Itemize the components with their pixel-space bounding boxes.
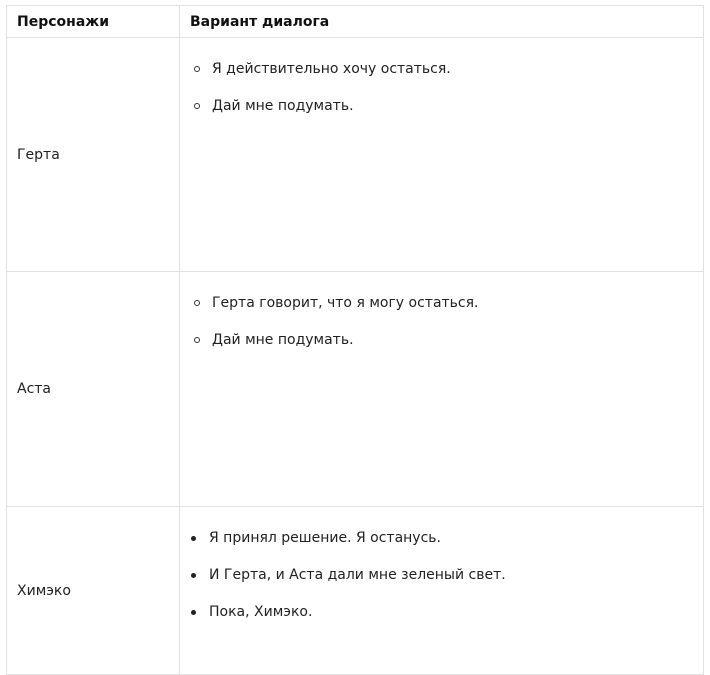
dialogue-option <box>190 529 693 547</box>
dialogue-options-cell <box>180 272 704 507</box>
table-header-row <box>7 6 704 38</box>
dialogue-option-text: Я действительно хочу остаться. <box>212 61 451 77</box>
circle-bullet-icon <box>194 66 200 72</box>
character-name: Химэко <box>7 507 180 675</box>
dialogue-options-cell <box>180 38 704 272</box>
header-dialogue-option: Вариант диалога <box>180 6 704 38</box>
dialogue-option-text: И Герта, и Аста дали мне зеленый свет. <box>209 567 506 583</box>
dialogue-options-list <box>190 529 693 621</box>
disc-bullet-icon <box>191 610 196 615</box>
header-character: Персонажи <box>7 6 180 38</box>
character-name: Герта <box>7 38 180 272</box>
dialogue-option-text: Пока, Химэко. <box>209 604 313 620</box>
dialogue-options-list <box>190 60 693 115</box>
dialogue-option-text: Дай мне подумать. <box>212 332 354 348</box>
dialogue-option-text: Дай мне подумать. <box>212 98 354 114</box>
dialogue-table <box>6 5 704 675</box>
dialogue-option-text: Я принял решение. Я останусь. <box>209 530 441 546</box>
dialogue-option <box>190 60 693 78</box>
table-row <box>7 38 704 272</box>
dialogue-options-list <box>190 294 693 349</box>
dialogue-option-text: Герта говорит, что я могу остаться. <box>212 295 479 311</box>
table-row <box>7 272 704 507</box>
dialogue-option <box>190 331 693 349</box>
disc-bullet-icon <box>191 536 196 541</box>
dialogue-option <box>190 566 693 584</box>
table-row <box>7 507 704 675</box>
character-name: Аста <box>7 272 180 507</box>
circle-bullet-icon <box>194 103 200 109</box>
dialogue-option <box>190 97 693 115</box>
disc-bullet-icon <box>191 573 196 578</box>
circle-bullet-icon <box>194 337 200 343</box>
dialogue-option <box>190 603 693 621</box>
circle-bullet-icon <box>194 300 200 306</box>
dialogue-options-cell <box>180 507 704 675</box>
dialogue-option <box>190 294 693 312</box>
